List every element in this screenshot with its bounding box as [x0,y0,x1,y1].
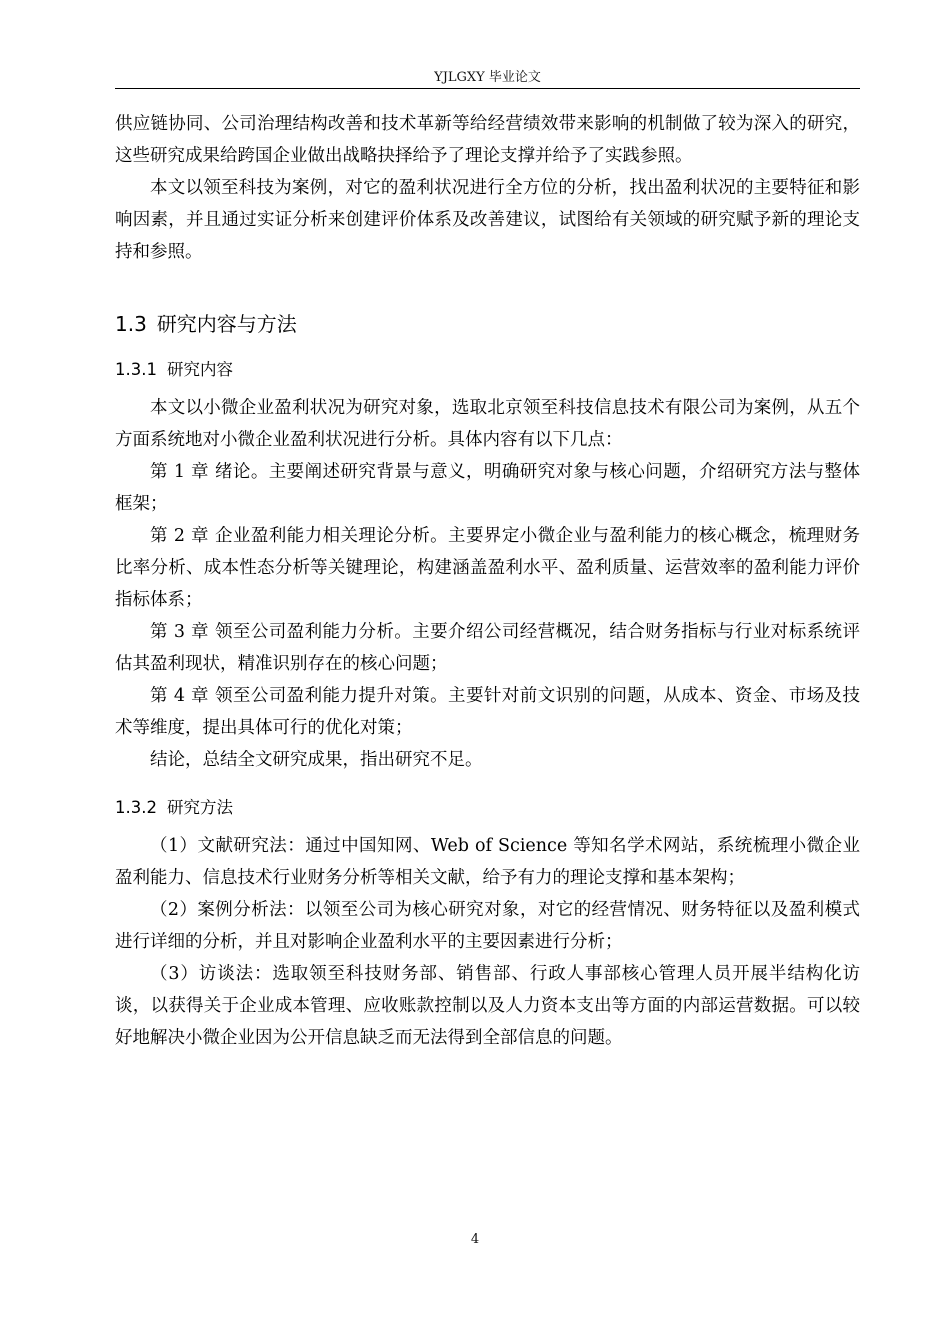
subsection-number: 1.3.1 [115,360,157,379]
subsection-title: 研究内容 [166,360,233,379]
intro-paragraph-continued: 供应链协同、公司治理结构改善和技术革新等给经营绩效带来影响的机制做了较为深入的研究，这些研究成果给跨国企业做出战略抉择给予了理论支撑并给予了实践参照。 [115,114,860,166]
conclusion-item: 结论，总结全文研究成果，指出研究不足。 [150,750,483,770]
header-rule [115,88,860,89]
subsection-heading-content [115,354,860,386]
chapter-1-item: 第 1 章 绪论。主要阐述研究背景与意义，明确研究对象与核心问题，介绍研究方法与整体框架； [115,462,860,514]
method-case-item: （2）案例分析法：以领至公司为核心研究对象，对它的经营情况、财务特征以及盈利模式进行详细的分析，并且对影响企业盈利水平的主要因素进行分析； [115,900,860,952]
subsection-number: 1.3.2 [115,798,157,817]
section-number: 1.3 [115,312,147,336]
body-paragraph: 本文以小微企业盈利状况为研究对象，选取北京领至科技信息技术有限公司为案例，从五个方面系统地对小微企业盈利状况进行分析。具体内容有以下几点： [115,398,860,450]
subsection-title: 研究方法 [166,798,233,817]
section-heading [115,308,860,340]
section-title: 研究内容与方法 [156,312,297,336]
page-number: 4 [470,1232,480,1247]
body-content [115,108,860,1054]
chapter-3-item: 第 3 章 领至公司盈利能力分析。主要介绍公司经营概况，结合财务指标与行业对标系统评估其盈利现状，精准识别存在的核心问题； [115,622,860,674]
subsection-heading-methods [115,792,860,824]
running-header: YJLGXY 毕业论文 [434,70,541,85]
intro-paragraph: 本文以领至科技为案例，对它的盈利状况进行全方位的分析，找出盈利状况的主要特征和影响因素，并且通过实证分析来创建评价体系及改善建议，试图给有关领域的研究赋予新的理论支持和参照。 [115,178,860,262]
chapter-4-item: 第 4 章 领至公司盈利能力提升对策。主要针对前文识别的问题，从成本、资金、市场及技术等维度，提出具体可行的优化对策； [115,686,860,738]
method-interview-item: （3）访谈法：选取领至科技财务部、销售部、行政人事部核心管理人员开展半结构化访谈，以获得关于企业成本管理、应收账款控制以及人力资本支出等方面的内部运营数据。可以较好地解决小微企业因为公开信息缺乏而无法得到全部信息的问题。 [115,964,860,1048]
chapter-2-item: 第 2 章 企业盈利能力相关理论分析。主要界定小微企业与盈利能力的核心概念，梳理财务比率分析、成本性态分析等关键理论，构建涵盖盈利水平、盈利质量、运营效率的盈利能力评价指标体系； [115,526,860,610]
method-literature-item: （1）文献研究法：通过中国知网、Web of Science 等知名学术网站，系统梳理小微企业盈利能力、信息技术行业财务分析等相关文献，给予有力的理论支撑和基本架构； [115,836,860,888]
